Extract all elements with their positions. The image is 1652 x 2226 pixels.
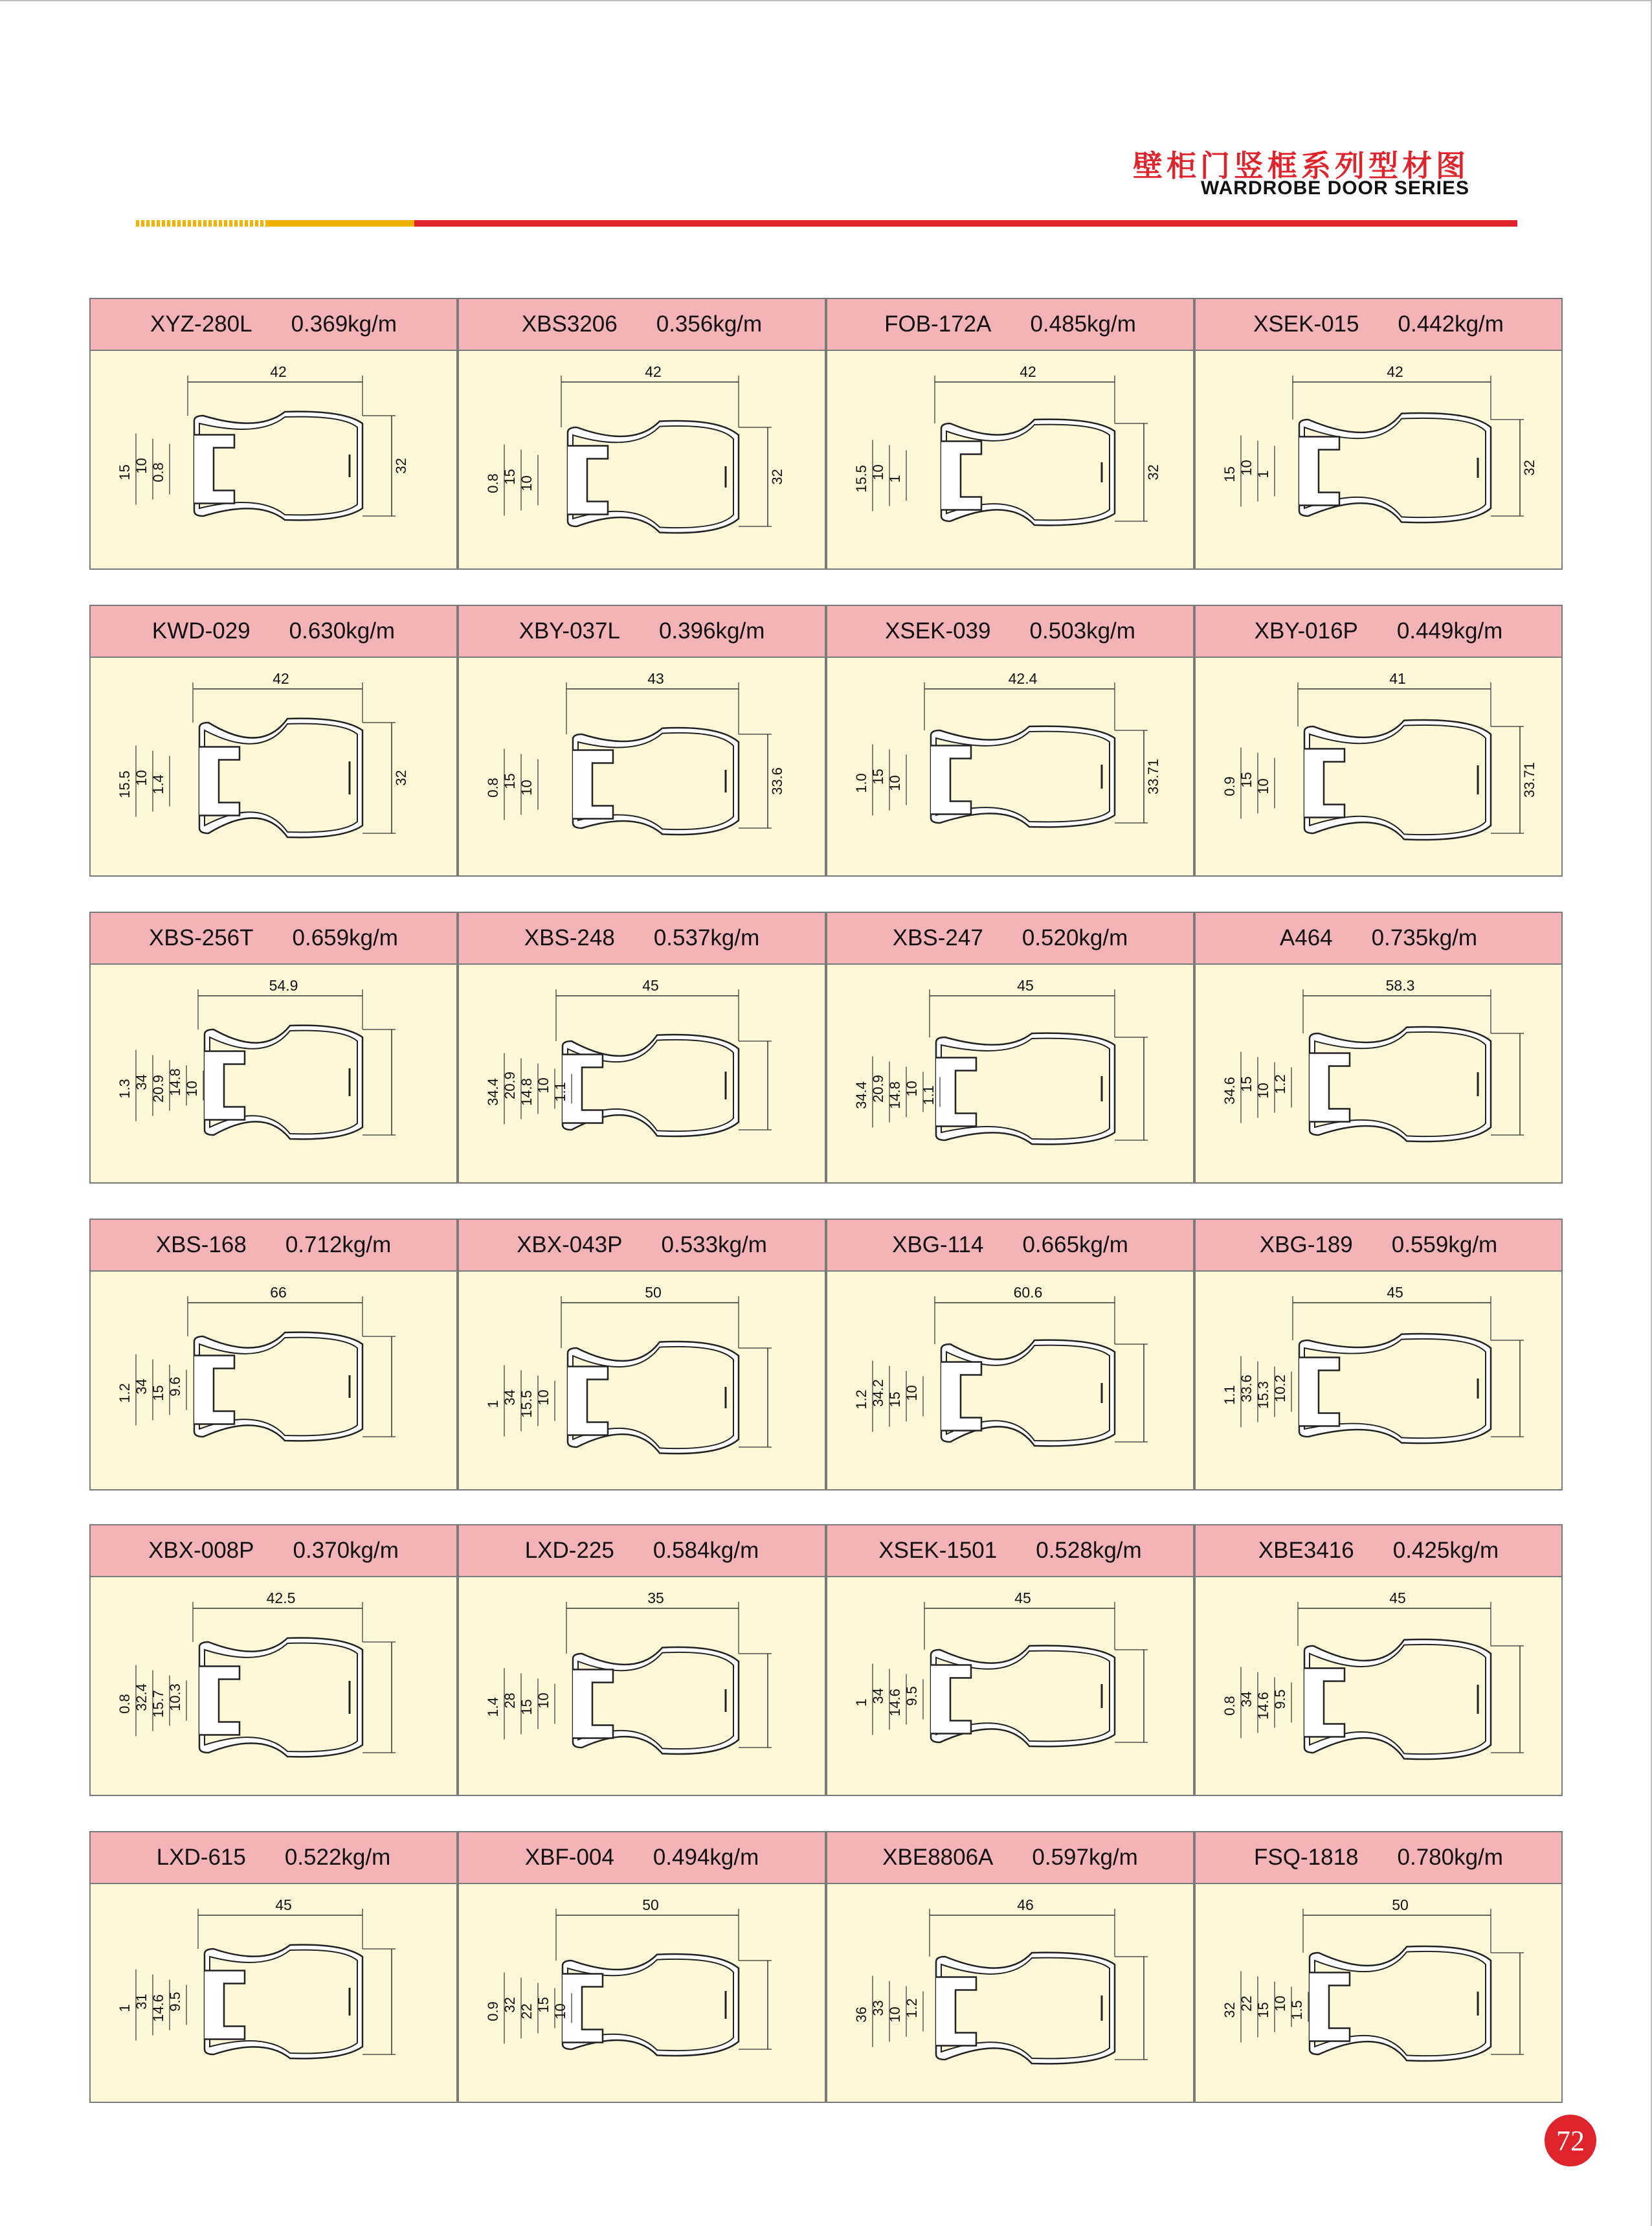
profile-card-header [1196, 1832, 1561, 1884]
profile-weight: 0.369kg/m [291, 311, 397, 337]
profile-card-header [91, 1220, 456, 1272]
dimension-label: 34.4 [853, 1081, 869, 1109]
dimension-label: 22 [1238, 1996, 1255, 2012]
dimension-label: 34.2 [870, 1379, 886, 1407]
dimension-label: 10.2 [1272, 1375, 1288, 1402]
profile-weight: 0.485kg/m [1030, 311, 1136, 337]
dimension-label: 34 [870, 1688, 886, 1704]
profile-drawing-area [459, 965, 825, 1185]
dimension-label: 1.2 [1272, 1074, 1288, 1094]
profile-card-header [459, 1525, 825, 1577]
dimension-label: 32 [1145, 464, 1161, 480]
profile-card-header [1196, 1220, 1561, 1272]
dimension-label: 34.4 [485, 1078, 501, 1106]
profile-card [1194, 605, 1563, 877]
profile-row [89, 912, 1563, 1184]
profile-code: XBX-008P [148, 1538, 254, 1563]
profile-drawing-area [827, 965, 1193, 1185]
header-rule-red [414, 220, 1517, 227]
profile-code: XSEK-015 [1253, 311, 1359, 337]
profile-weight: 0.522kg/m [284, 1845, 391, 1870]
dimension-label: 10 [904, 1385, 920, 1401]
profile-card [1194, 912, 1563, 1184]
profile-weight: 0.503kg/m [1029, 618, 1135, 644]
dimension-label: 15 [117, 464, 133, 480]
dimension-label: 33 [870, 2000, 886, 2016]
profile-drawing-area [827, 1577, 1193, 1797]
dimension-label: 32 [393, 770, 409, 786]
profile-weight: 0.396kg/m [658, 618, 765, 644]
profile-card [458, 912, 826, 1184]
dimension-label: 0.9 [485, 2001, 501, 2021]
profile-weight: 0.584kg/m [653, 1538, 759, 1563]
dimension-label: 10 [535, 1692, 552, 1709]
dimension-label: 22 [519, 2003, 535, 2019]
profile-card [1194, 1524, 1563, 1796]
dimension-label: 32 [1222, 2002, 1238, 2018]
dimension-label: 32 [1521, 460, 1537, 476]
profile-weight: 0.494kg/m [653, 1845, 759, 1870]
dimension-label: 14.8 [519, 1078, 535, 1106]
profile-code: XBX-043P [517, 1232, 623, 1257]
profile-code: XBS3206 [521, 311, 618, 337]
dimension-label: 1 [485, 1400, 501, 1408]
dimension-label: 10 [1255, 778, 1271, 794]
dimension-label: 1.0 [853, 773, 869, 793]
dimension-label: 10 [133, 458, 150, 474]
profile-drawing-area [1196, 351, 1561, 571]
width-dimension-label: 54.9 [269, 977, 298, 994]
profile-cross-section-drawing [459, 1577, 825, 1796]
profile-drawing-area [459, 351, 825, 571]
dimension-label: 1.2 [853, 1389, 869, 1410]
width-dimension-label: 45 [275, 1896, 292, 1913]
profile-drawing-area [91, 1272, 456, 1492]
page-title-chinese: 壁柜门竖框系列型材图 [1133, 148, 1469, 183]
dimension-label: 15.5 [519, 1390, 535, 1418]
profile-code: FSQ-1818 [1254, 1845, 1359, 1870]
width-dimension-label: 42 [273, 670, 289, 687]
dimension-label: 1 [853, 1698, 869, 1707]
profile-code: XBS-256T [149, 925, 254, 950]
profile-cross-section-drawing [827, 1272, 1193, 1490]
profile-drawing-area [827, 351, 1193, 571]
dimension-label: 9.5 [904, 1686, 920, 1706]
profile-code: XBS-168 [155, 1232, 247, 1257]
width-dimension-label: 45 [1017, 977, 1034, 994]
profile-weight: 0.537kg/m [653, 925, 760, 950]
width-dimension-label: 45 [1389, 1590, 1406, 1606]
profile-drawing-area [1196, 965, 1561, 1185]
profile-card-header [827, 299, 1193, 351]
dimension-label: 15.3 [1255, 1381, 1271, 1409]
profile-card [1194, 1219, 1563, 1490]
profile-card [89, 912, 458, 1184]
profile-card [458, 298, 826, 570]
profile-card-header [91, 1832, 456, 1884]
profile-code: LXD-615 [156, 1845, 246, 1870]
dimension-label: 32 [502, 1997, 518, 2013]
profile-card-header [459, 913, 825, 965]
profile-card-header [1196, 913, 1561, 965]
profile-drawing-area [459, 1884, 825, 2104]
dimension-label: 15 [1255, 2002, 1271, 2018]
profile-weight: 0.370kg/m [293, 1538, 399, 1563]
profile-cross-section-drawing [827, 351, 1193, 570]
profile-code: XSEK-1501 [878, 1538, 998, 1563]
profile-drawing-area [459, 658, 825, 878]
width-dimension-label: 42 [645, 363, 662, 380]
profile-drawing-area [91, 965, 456, 1185]
profile-cross-section-drawing [1196, 965, 1561, 1184]
dimension-label: 34 [502, 1389, 518, 1406]
profile-code: XBG-189 [1259, 1232, 1353, 1257]
dimension-label: 10 [552, 2003, 568, 2019]
width-dimension-label: 50 [1392, 1896, 1409, 1913]
profile-code: XBF-004 [524, 1845, 614, 1870]
dimension-label: 0.8 [485, 778, 501, 798]
dimension-label: 33.71 [1521, 761, 1537, 798]
dimension-label: 0.8 [150, 462, 166, 482]
profile-card [89, 298, 458, 570]
dimension-label: 15 [519, 1699, 535, 1715]
profile-code: LXD-225 [524, 1538, 614, 1563]
profile-weight: 0.780kg/m [1397, 1845, 1503, 1870]
width-dimension-label: 50 [645, 1284, 662, 1301]
profile-code: XBE8806A [882, 1845, 994, 1870]
dimension-label: 20.9 [502, 1072, 518, 1099]
profile-cross-section-drawing [1196, 1577, 1561, 1796]
dimension-label: 15 [502, 773, 518, 789]
profile-card [458, 1219, 826, 1490]
profile-code: FOB-172A [884, 311, 992, 337]
dimension-label: 15 [535, 1997, 552, 2013]
dimension-label: 15.5 [117, 770, 133, 798]
profile-drawing-area [1196, 1884, 1561, 2104]
dimension-label: 15 [1238, 1076, 1255, 1092]
dimension-label: 32 [393, 458, 409, 474]
profile-card [826, 1219, 1194, 1490]
profile-cross-section-drawing [1196, 1884, 1561, 2103]
dimension-label: 33.6 [1238, 1375, 1255, 1402]
dimension-label: 34 [133, 1378, 150, 1395]
dimension-label: 1.1 [1222, 1385, 1238, 1405]
profile-code: XSEK-039 [885, 618, 991, 644]
width-dimension-label: 42 [270, 363, 287, 380]
dimension-label: 15.5 [853, 465, 869, 493]
dimension-label: 1.4 [150, 774, 166, 794]
profile-weight: 0.659kg/m [292, 925, 398, 950]
profile-cross-section-drawing [459, 351, 825, 570]
profile-card [826, 1524, 1194, 1796]
profile-card [826, 1831, 1194, 2103]
profile-card-header [459, 1832, 825, 1884]
profile-code: A464 [1279, 925, 1333, 950]
profile-card [458, 1831, 826, 2103]
dimension-label: 10 [519, 780, 535, 796]
dimension-label: 10 [535, 1077, 552, 1094]
dimension-label: 10 [1238, 460, 1255, 476]
profile-cross-section-drawing [91, 1884, 456, 2103]
dimension-label: 28 [502, 1692, 518, 1709]
header-rule-yellow [265, 220, 414, 227]
dimension-label: 10 [870, 464, 886, 480]
profile-drawing-area [1196, 658, 1561, 878]
width-dimension-label: 42 [1387, 363, 1403, 380]
dimension-label: 15 [1238, 772, 1255, 788]
profile-card-header [91, 1525, 456, 1577]
profile-weight: 0.520kg/m [1021, 925, 1128, 950]
dimension-label: 1.5 [1289, 2000, 1305, 2020]
profile-cross-section-drawing [827, 1884, 1193, 2103]
dimension-label: 1 [887, 475, 903, 483]
dimension-label: 1 [1255, 470, 1271, 478]
dimension-label: 0.8 [485, 473, 501, 493]
profile-weight: 0.425kg/m [1392, 1538, 1499, 1563]
dimension-label: 14.6 [1255, 1692, 1271, 1720]
dimension-label: 14.8 [167, 1068, 183, 1096]
profile-card-header [827, 1832, 1193, 1884]
profile-card [826, 605, 1194, 877]
width-dimension-label: 42.4 [1008, 670, 1038, 687]
dimension-label: 9.6 [167, 1377, 183, 1397]
dimension-label: 34 [133, 1074, 150, 1090]
profile-card [826, 912, 1194, 1184]
dimension-label: 32.4 [133, 1683, 150, 1711]
profile-cross-section-drawing [1196, 351, 1561, 570]
dimension-label: 15 [1222, 466, 1238, 482]
profile-cross-section-drawing [459, 965, 825, 1184]
profile-card-header [1196, 1525, 1561, 1577]
profile-card-header [91, 299, 456, 351]
profile-cross-section-drawing [91, 658, 456, 877]
dimension-label: 10 [519, 475, 535, 491]
profile-cross-section-drawing [1196, 658, 1561, 877]
profile-card-header [459, 1220, 825, 1272]
width-dimension-label: 58.3 [1385, 977, 1415, 994]
header-rule-dotted [136, 220, 265, 227]
dimension-label: 10.3 [167, 1683, 183, 1711]
profile-drawing-area [91, 1884, 456, 2104]
profile-weight: 0.559kg/m [1391, 1232, 1498, 1257]
profile-row [89, 1831, 1563, 2103]
profile-drawing-area [91, 1577, 456, 1797]
profile-card-header [459, 299, 825, 351]
dimension-label: 10 [887, 2007, 903, 2023]
profile-cross-section-drawing [459, 1272, 825, 1490]
profile-drawing-area [827, 1272, 1193, 1492]
dimension-label: 14.6 [887, 1689, 903, 1716]
width-dimension-label: 46 [1017, 1896, 1034, 1913]
width-dimension-label: 35 [647, 1590, 664, 1606]
profile-code: KWD-029 [151, 618, 251, 644]
dimension-label: 10 [887, 775, 903, 791]
width-dimension-label: 45 [642, 977, 659, 994]
profile-code: XBS-247 [892, 925, 983, 950]
profile-code: XYZ-280L [150, 311, 252, 337]
profile-code: XBG-114 [892, 1232, 984, 1257]
profile-card-header [827, 1220, 1193, 1272]
profile-cross-section-drawing [459, 658, 825, 877]
width-dimension-label: 60.6 [1013, 1284, 1043, 1301]
dimension-label: 15 [150, 1385, 166, 1401]
profile-cross-section-drawing [827, 658, 1193, 877]
width-dimension-label: 42 [1020, 363, 1036, 380]
dimension-label: 1.1 [552, 1082, 568, 1102]
profile-drawing-area [459, 1577, 825, 1797]
width-dimension-label: 43 [647, 670, 664, 687]
dimension-label: 1.2 [904, 1998, 920, 2018]
page-title-english: WARDROBE DOOR SERIES [1200, 177, 1469, 199]
profile-weight: 0.533kg/m [661, 1232, 767, 1257]
dimension-label: 0.8 [117, 1694, 133, 1714]
width-dimension-label: 50 [642, 1896, 659, 1913]
profile-drawing-area [1196, 1577, 1561, 1797]
profile-drawing-area [827, 658, 1193, 878]
profile-card [458, 605, 826, 877]
profile-card [458, 1524, 826, 1796]
dimension-label: 9.5 [167, 1992, 183, 2012]
dimension-label: 10 [1272, 1996, 1288, 2012]
profile-weight: 0.665kg/m [1022, 1232, 1128, 1257]
profile-card [1194, 1831, 1563, 2103]
dimension-label: 33.71 [1145, 758, 1161, 795]
width-dimension-label: 42.5 [266, 1590, 296, 1606]
profile-cross-section-drawing [91, 351, 456, 570]
dimension-label: 14.6 [150, 1994, 166, 2022]
dimension-label: 15.7 [150, 1690, 166, 1718]
profile-drawing-area [827, 1884, 1193, 2104]
profile-weight: 0.442kg/m [1398, 311, 1504, 337]
profile-card-header [827, 606, 1193, 658]
profile-card [89, 1219, 458, 1490]
profile-card [826, 298, 1194, 570]
profile-card [89, 1524, 458, 1796]
dimension-label: 32 [769, 469, 785, 485]
profile-cross-section-drawing [459, 1884, 825, 2103]
dimension-label: 36 [853, 2007, 869, 2023]
profile-drawing-area [91, 351, 456, 571]
page-number-badge: 72 [1545, 2115, 1596, 2166]
dimension-label: 1.2 [117, 1383, 133, 1403]
profile-code: XBY-016P [1254, 618, 1358, 644]
width-dimension-label: 45 [1014, 1590, 1031, 1606]
profile-weight: 0.597kg/m [1032, 1845, 1138, 1870]
profile-card-header [827, 913, 1193, 965]
profile-weight: 0.630kg/m [289, 618, 396, 644]
profile-weight: 0.735kg/m [1371, 925, 1478, 950]
dimension-label: 15 [887, 1391, 903, 1408]
dimension-label: 15 [502, 469, 518, 485]
dimension-label: 34.6 [1222, 1077, 1238, 1105]
dimension-label: 10 [133, 770, 150, 786]
dimension-label: 1.4 [485, 1697, 501, 1717]
dimension-label: 33.6 [769, 767, 785, 795]
profile-card [1194, 298, 1563, 570]
profile-cross-section-drawing [91, 965, 456, 1184]
profile-card-header [91, 913, 456, 965]
profile-drawing-area [1196, 1272, 1561, 1492]
profile-card-header [827, 1525, 1193, 1577]
profile-card-header [1196, 299, 1561, 351]
profile-card [89, 1831, 458, 2103]
profile-cross-section-drawing [91, 1577, 456, 1796]
dimension-label: 10 [184, 1081, 200, 1097]
width-dimension-label: 66 [270, 1284, 287, 1301]
dimension-label: 15 [870, 769, 886, 785]
dimension-label: 34 [1238, 1691, 1255, 1707]
profile-drawing-area [459, 1272, 825, 1492]
dimension-label: 0.8 [1222, 1696, 1238, 1716]
profile-drawing-area [91, 658, 456, 878]
dimension-label: 1.3 [117, 1079, 133, 1099]
profile-cross-section-drawing [91, 1272, 456, 1490]
profile-cross-section-drawing [1196, 1272, 1561, 1490]
profile-row [89, 298, 1563, 570]
dimension-label: 1 [117, 2004, 133, 2012]
profile-row [89, 1219, 1563, 1490]
profile-code: XBE3416 [1258, 1538, 1354, 1563]
dimension-label: 10 [1255, 1083, 1271, 1099]
dimension-label: 31 [133, 1994, 150, 2010]
dimension-label: 0.9 [1222, 776, 1238, 796]
profile-weight: 0.449kg/m [1396, 618, 1503, 644]
dimension-label: 20.9 [870, 1075, 886, 1103]
dimension-label: 9.5 [1272, 1689, 1288, 1709]
profile-weight: 0.356kg/m [656, 311, 763, 337]
dimension-label: 20.9 [150, 1075, 166, 1103]
profile-cross-section-drawing [827, 1577, 1193, 1796]
width-dimension-label: 45 [1387, 1284, 1403, 1301]
profile-row [89, 1524, 1563, 1796]
profile-cross-section-drawing [827, 965, 1193, 1184]
profile-weight: 0.528kg/m [1036, 1538, 1142, 1563]
dimension-label: 10 [535, 1389, 552, 1406]
profile-weight: 0.712kg/m [285, 1232, 392, 1257]
profile-row [89, 605, 1563, 877]
profile-card [89, 605, 458, 877]
dimension-label: 1.1 [921, 1085, 937, 1105]
width-dimension-label: 41 [1389, 670, 1406, 687]
profile-card-header [1196, 606, 1561, 658]
dimension-label: 14.8 [887, 1081, 903, 1109]
profile-code: XBS-248 [524, 925, 615, 950]
dimension-label: 10 [904, 1081, 920, 1097]
profile-card-header [459, 606, 825, 658]
profile-code: XBY-037L [519, 618, 620, 644]
profile-card-header [91, 606, 456, 658]
